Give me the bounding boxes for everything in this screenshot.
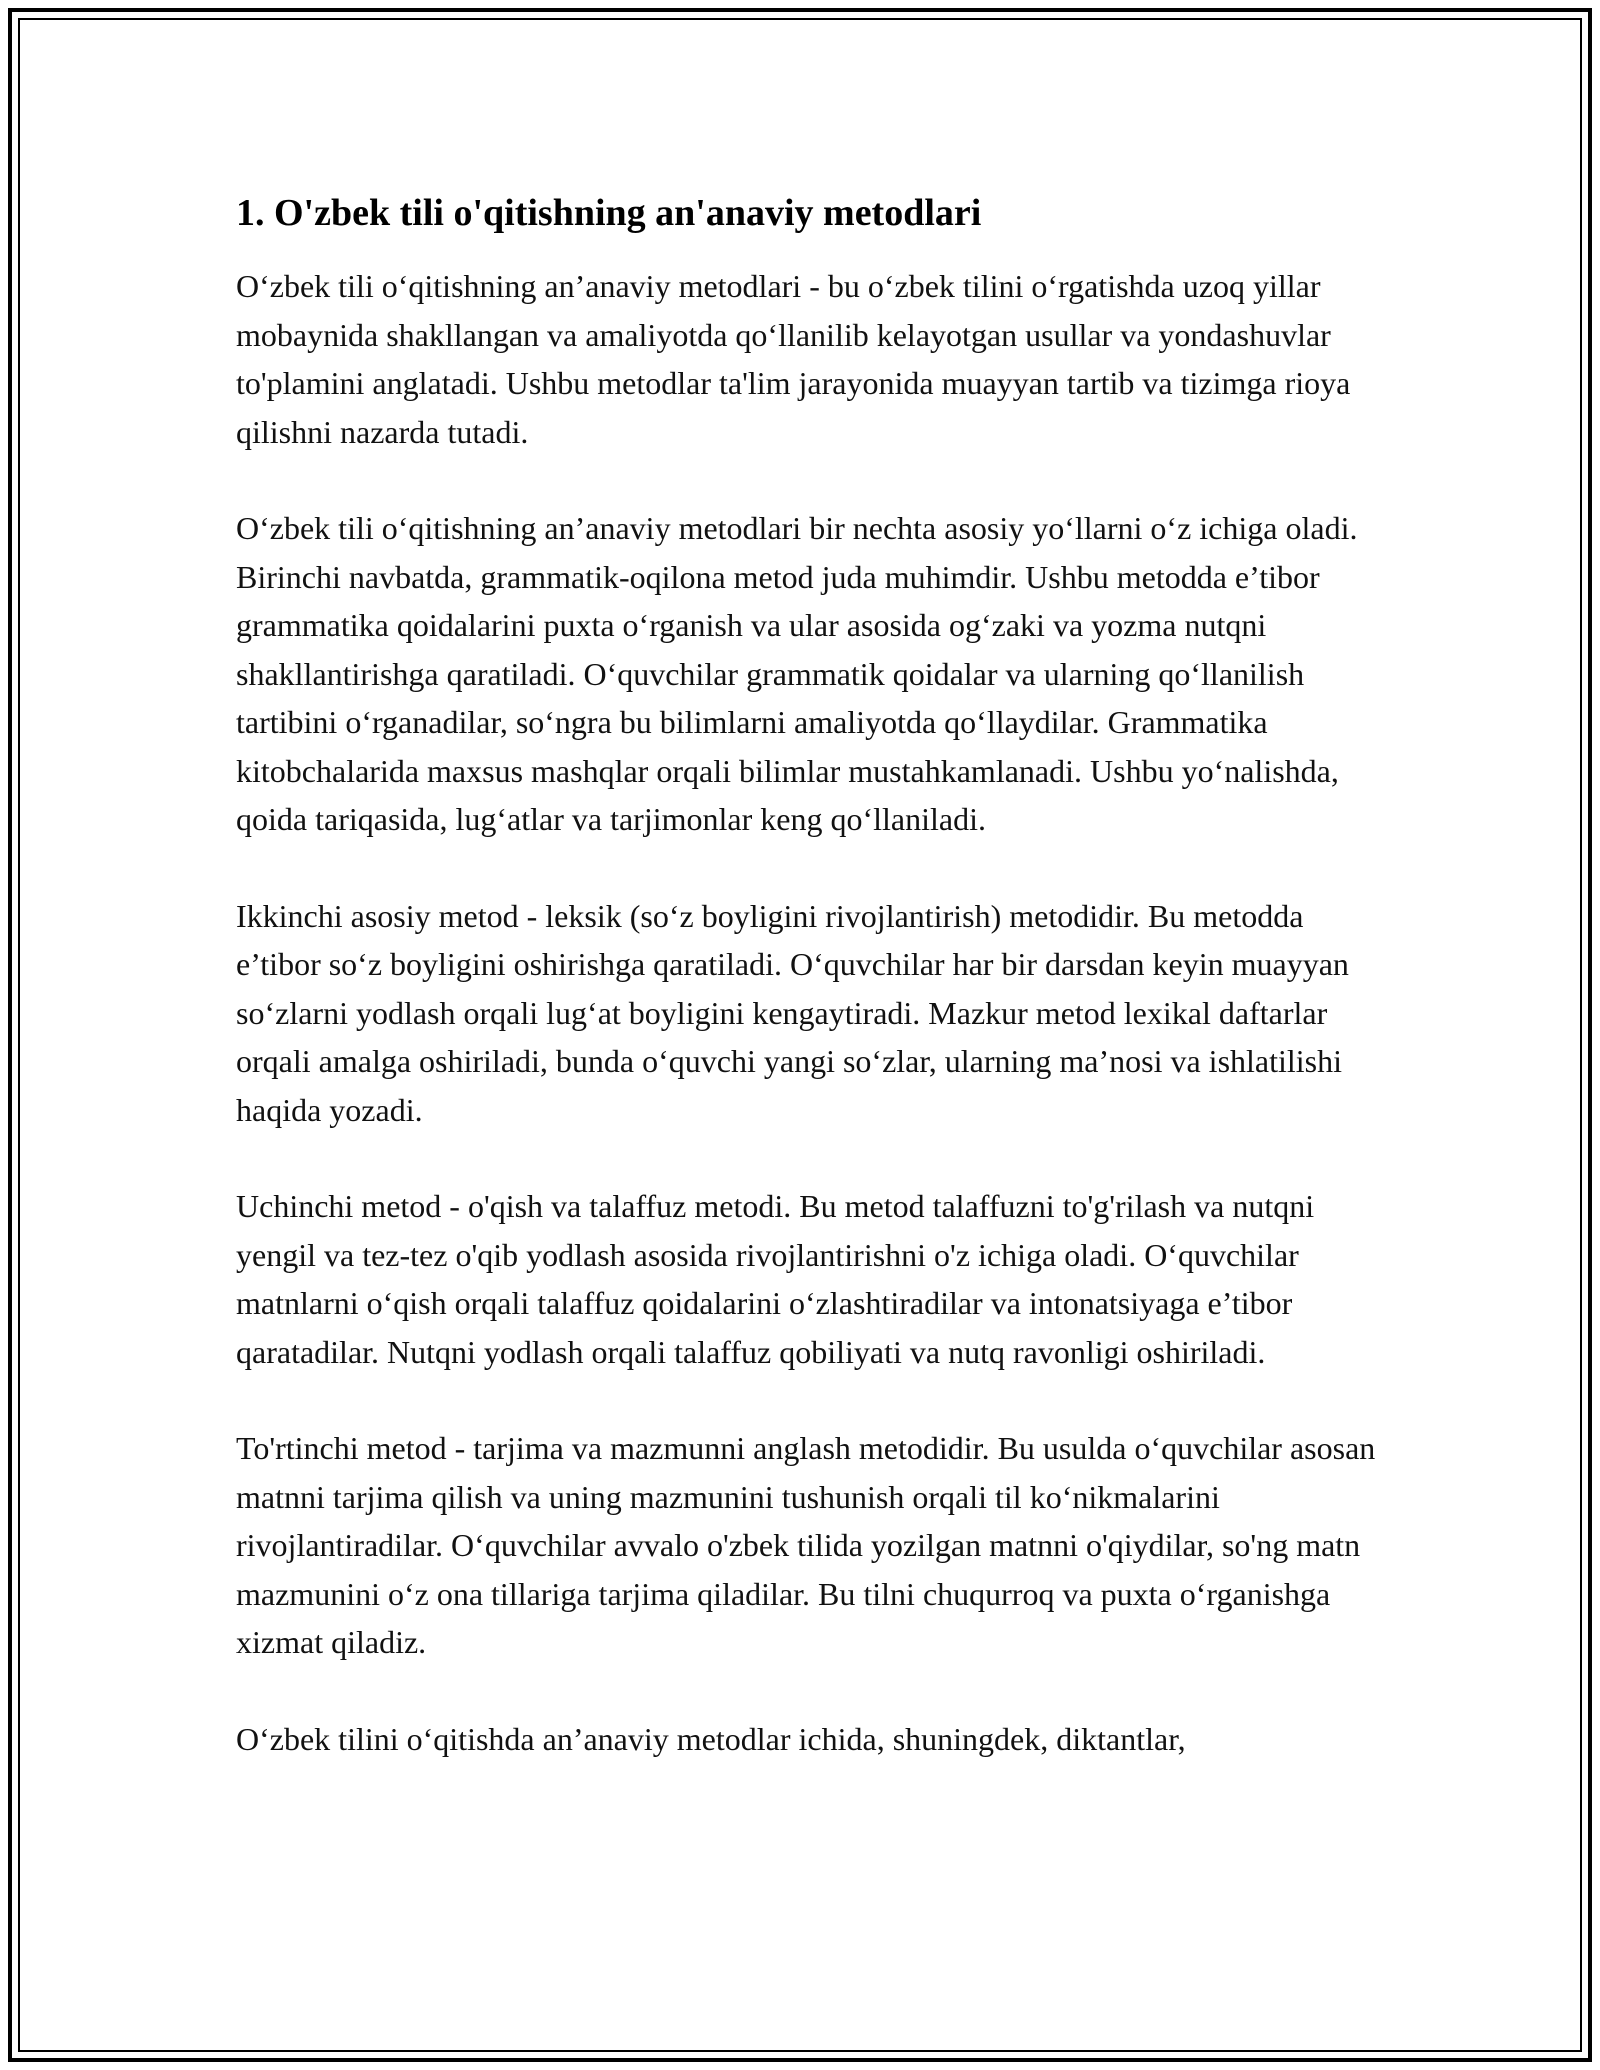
document-body: [236, 188, 1376, 1811]
paragraph-lexical-method: Ikkinchi asosiy metod - leksik (so‘z boyligini rivojlantirish) metodidir. Bu metodda e’tibor so‘z boyligini oshirishga qaratiladi. O‘quvchilar har bir darsdan keyin muayyan so‘zlarni yodlash orqali lug‘at boyligini kengaytiradi. Mazkur metod lexikal daftarlar orqali amalga oshiriladi, bunda o‘quvchi yangi so‘zlar, ularning ma’nosi va ishlatilishi haqida yozadi.: [236, 897, 1349, 1128]
section-heading: 1. O'zbek tili o'qitishning an'anaviy metodlari: [236, 192, 982, 234]
paragraph-grammatical-method: O‘zbek tili o‘qitishning an’anaviy metodlari bir nechta asosiy yo‘llarni o‘z ichiga oladi. Birinchi navbatda, grammatik-oqilona metod juda muhimdir. Ushbu metodda e’tibor grammatika qoidalarini puxta o‘rganish va ular asosida og‘zaki va yozma nutqni shakllantirishga qaratiladi. O‘quvchilar grammatik qoidalar va ularning qo‘llanilish tartibini o‘rganadilar, so‘ngra bu bilimlarni amaliyotda qo‘llaydilar. Grammatika kitobchalarida maxsus mashqlar orqali bilimlar mustahkamlanadi. Ushbu yo‘nalishda, qoida tariqasida, lug‘atlar va tarjimonlar keng qo‘llaniladi.: [236, 510, 1358, 837]
paragraph-translation-method: To'rtinchi metod - tarjima va mazmunni anglash metodidir. Bu usulda o‘quvchilar asosan matnni tarjima qilish va uning mazmunini tushunish orqali til ko‘nikmalarini rivojlantiradilar. O‘quvchilar avvalo o'zbek tilida yozilgan matnni o'qiydilar, so'ng matn mazmunini o‘z ona tillariga tarjima qiladilar. Bu tilni chuqurroq va puxta o‘rganishga xizmat qiladiz.: [236, 1430, 1376, 1660]
paragraph-dictation-start: O‘zbek tilini o‘qitishda an’anaviy metodlar ichida, shuningdek, diktantlar,: [236, 1720, 1186, 1757]
paragraph-reading-method: Uchinchi metod - o'qish va talaffuz metodi. Bu metod talaffuzni to'g'rilash va nutqni yengil va tez-tez o'qib yodlash asosida rivojlantirishni o'z ichiga oladi. O‘quvchilar matnlarni o‘qish orqali talaffuz qoidalarini o‘zlashtiradilar va intonatsiyaga e’tibor qaratadilar. Nutqni yodlash orqali talaffuz qobiliyati va nutq ravonligi oshiriladi.: [236, 1188, 1315, 1370]
paragraph-introduction: O‘zbek tili o‘qitishning an’anaviy metodlari - bu o‘zbek tilini o‘rgatishda uzoq yillar mobaynida shakllangan va amaliyotda qo‘llanilib kelayotgan usullar va yondashuvlar to'plamini anglatadi. Ushbu metodlar ta'lim jarayonida muayyan tartib va tizimga rioya qilishni nazarda tutadi.: [236, 268, 1351, 450]
